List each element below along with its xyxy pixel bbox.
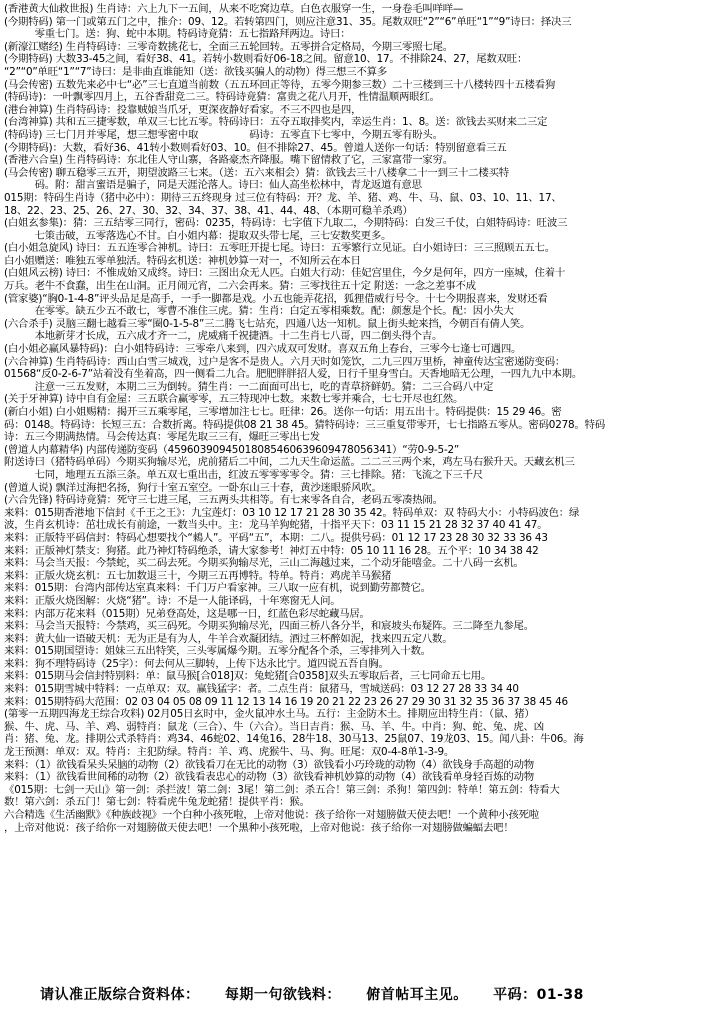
text-line: (白姐玄参集)：猜：三五结零三同行，密码：0235，特码诗：七字值下九取二，今期特码：白发三千仗，白姐特码诗：旺波三 xyxy=(4,217,568,230)
article-body xyxy=(4,3,723,958)
text-line: (六合杀手) 灵脑三翻七越看三零“圈0-1-5-8”三二腾飞七站充，四通八达一知机。鼠上街头蛇来挡，今朝百有倩人笑。 xyxy=(4,317,531,330)
text-line: 在零零。缺五少五不敢七，零曹不准住三虎。猜：生肖：白定五零相乘数。配：颜葱是个长。配：因小失大 xyxy=(4,305,514,318)
text-line: 来料：正版火烧玄机：五七加数退三十，今期三五再博特。特单。特肖：鸡虎羊马猴猪 xyxy=(4,569,392,582)
text-line: (特码诗)：一叶飘零四月上，五谷香甜竞二三。特码诗竟猜：富贵之花八月开，性情温顺两眼红。 xyxy=(4,91,440,104)
text-line: (第零一五期四海龙王综合攻料) 02月05日玄时中，金火鼠冲水土马。五行：主金防木土。排期应出特生肖：（鼠、猪） xyxy=(4,708,535,721)
text-line: (特码诗) 三七门月并零尾，想三想零密中取 码诗：五零直下七零中，今期五零有盼头。 xyxy=(4,128,443,141)
text-line: (香港六合皇) 生肖特码诗：东北佳人守山寨，各路豪杰齐降服。嘴下留情救了它，三家富带一家穷。 xyxy=(4,154,454,167)
text-line: (曾道人说) 飘洋过海把名扬，狗行十室五室空。一卧东山三十春，黄沙迷眼骄风吹。 xyxy=(4,481,382,494)
text-line: (今期特码) 大数33-45之间，看好38、41。若转小数则看好06-18之间。留意10、17。不排除24、27，尾数双旺： xyxy=(4,53,528,66)
text-line: 《015期：七剑一天山》第一剑：杀拦波！第二剑：3尾！第二剑：杀五合！第三剑：杀狗！第四剑：特单！第五剑：特看大 xyxy=(4,783,560,796)
text-line: (六合神算) 生肖特码诗：西山白雪三城戏，过户是客不是贵人。六月天时如笼饮，二九三四万里桥，神童传达宝密递防变码： xyxy=(4,355,566,368)
footer-left-text: 请认准正版综合资料体： xyxy=(40,987,200,1003)
footer-right-text: 俯首帖耳主见。 xyxy=(366,987,468,1003)
text-line: 波，生肖玄机诗：茁壮成长有前途，一数当头中。主：龙马羊狗蛇猪，十指平天下：03 11 15 21 28 32 37 40 41 47。 xyxy=(4,519,548,532)
text-line: 来料：正版火烧图解：火烧“猪”。诗：不是一人能译码，十年寒窗无人问。 xyxy=(4,594,341,607)
text-line: (马会传密) 五数先来必中七“必”三七直道当前数（五五环回正等待，五零今期参三数）二十三楼到三十八楼转四十五楼看狗 xyxy=(4,78,556,91)
text-line: 数！第六剑：杀五门！第七剑：特看虎牛兔龙蛇猪！提供平肖：猴。 xyxy=(4,796,310,809)
text-line: (马会传密) 聊五稳零三五开，期望波路三七来。（送：五六来相会）猜：欲钱去三十八楼拿二十一到三十二楼买特 xyxy=(4,166,509,179)
text-line: 猴、牛、虎、马、羊、鸡、弱特肖：鼠龙（三合）、牛（六合）。当日吉肖：猴、马、羊、牛。中肖：狗、蛇、兔、虎、凶 xyxy=(4,720,544,733)
text-line: 来料：马会当天报特：今禁鸡，买三码死。今期买狗输尽光，四面三桥八各分半，和宸坡头布疑阵。三二降至九参尾。 xyxy=(4,620,534,633)
text-line: 来料：015期雪城中特料：一点单双：双。赢钱猛字：者。二点生肖：鼠猪马，雪城送码：03 12 27 28 33 34 40 xyxy=(4,683,519,696)
text-line: 码：0148。特码诗：长短三五：合数折离。特码提供08 21 38 45。猜特码诗：三三重复带零开，七七指路五零从。密码0278。特码 xyxy=(4,418,606,431)
text-line: (新濠江赌经) 生肖特码诗：三零奇数挑花七，全面三五轮回转。五零拼合定格局，今期三零照七尾。 xyxy=(4,40,454,53)
text-line: 来料：狗不理特码诗（25字）：何去何从三脚转，上传下达永比宁。道四说五吾自胸。 xyxy=(4,657,389,670)
text-line: 来料：正版神灯禁支：狗猪。此乃神灯特码绝杀，请大家参考！神灯五中特：05 10 11 16 28。五个平：10 34 38 42 xyxy=(4,544,539,557)
text-line: (今期特码)：大数，看好36、41转小数则看好03、10。但不排除27、45。曾道人送你一句话：特别留意看三五 xyxy=(4,141,507,154)
text-line: (港台神算) 生肖特码诗：投靠贼娘当爪牙，更深夜静好看家。不三不四也是四， xyxy=(4,103,362,116)
text-line: 18、22、23、25、26、27、30、32、34、37、38、41、44、48、（本期可稳羊杀鸡） xyxy=(4,204,413,217)
text-line: 码。附：甜言蜜语是骗子，同是天涯沦落人。诗曰：仙人高坐松林中，青龙返道有意思 xyxy=(4,179,422,192)
text-line: 来料：（1）欲钱看世间稀的动物（2）欲钱看表忠心的动物（3）欲钱看神机妙算的动物（4）欲钱看单身轻百炼的动物 xyxy=(4,771,534,784)
footer-code: 平码：01-38 xyxy=(493,987,584,1003)
text-line: 七同，地理五五添三条。单五双七重出击，红波五零零零零令。猜：三七排除。猪：飞流之下三千尺 xyxy=(4,468,483,481)
text-line: (曾道人内幕精华) 内部传递防变码（45960390945018085460639609478056341）“劳0-9-5-2” xyxy=(4,443,460,456)
text-line: 白小姐赠送：唯独五零单独活。特码玄机送：神机妙算一对一，不知所云在本日 xyxy=(4,254,361,267)
text-line: 来料：黄大仙一语破天机：无为正是有为人，牛羊合欢凝团结。酒过三杯醉如泥，找来四五定八数。 xyxy=(4,632,453,645)
text-line: 01568“反0-2-6-7”站着没有坐着高，四一侧看二九合。肥肥胖胖招人爱，日行千里身雪白。天香地暗无公理，一四九九中本期。 xyxy=(4,368,583,381)
footer-bar xyxy=(40,984,700,1008)
text-line: (今期特码) 第一门或第五门之中，推介：09、12。若转第四门，则应注意31、35。尾数双旺“2”“6”单旺“1”“9”诗曰：择决三 xyxy=(4,15,572,28)
text-line: 六合精选《生活幽默》《种族歧视》一个白种小孩死啦，上帝对他说：孩子给你一对翅膀做天使去吧！一个黄种小孩死啦 xyxy=(4,809,539,821)
footer-middle-text: 每期一句欲钱料： xyxy=(224,987,341,1003)
text-line: 来料：（1）欲钱看呆头呆脑的动物（2）欲钱看刀在无比的动物（3）欲钱看小巧玲珑的动物（4）欲钱身手高超的动物 xyxy=(4,758,534,771)
text-line: (白小姐必赢风暴特码)：白小姐特码诗：三零牵八来到，四六成双可发财。喜双五角上春台，三零今七逢七可遇四。 xyxy=(4,343,522,356)
text-line: (香港黄大仙救世报) 生肖诗：六上九下一五间，从来不吃窝边草。白色衣服穿一生，一身卷毛叫咩咩— xyxy=(4,3,464,15)
text-line: (白小姐急旋风) 诗曰：五五连零合神机。诗曰：五零旺开提七尾。诗曰：五零繁行立见证。白小姐诗曰：三三照顾五五七。 xyxy=(4,242,555,255)
text-line: “2”“0”单旺“1”“7”诗曰：是非曲直谁能知（送：欲钱买骗人的动物）得三想三不算多 xyxy=(4,65,388,78)
text-line: (新白小姐) 白小姐赐精：揭开三五乘零尾，三零增加注七七。旺律：26。送你一句话：用五出十。特码提供：15 29 46。密 xyxy=(4,406,562,418)
text-line: 来料：内部万花来料（015期）兄弟登高处，这是哪一日，红蓝色彩尽蛇藏马居。 xyxy=(4,607,370,620)
text-line: 诗：五三今期满热情。马会传达真：零尾先取三三有，爆旺三零出七发 xyxy=(4,431,320,444)
text-line: 零重七门。送：狗、蛇中本期。特码诗竟猜：五七指路拜两边。诗曰： xyxy=(4,28,351,41)
text-line: 来料：015期马会信封特别料：单：鼠马猴[合018]双：兔蛇猪[合0358]双头五零取后者，三七同命五七用。 xyxy=(4,670,492,683)
text-line: 来料：015期特码大范围：02 03 04 05 08 09 11 12 13 14 16 19 20 21 22 23 26 27 29 30 31 32 35 36 37 38 45 46 xyxy=(4,695,568,708)
text-line: 015期：特码生肖诗（猪中必中）：期待三五终现身 过三位有特码：开？龙、羊、猪、鸡、牛、马、鼠、03、10、11、17、 xyxy=(4,191,562,204)
text-line: 万兵。老牛不食蠢，出生在山洞。正月闹元宵，二六会再来。猜：三零找往五十定 附送：一念之差事不成 xyxy=(4,280,476,293)
text-line: 来料：正版特平码信封：特码心想要找个“鶆人”。平码“五”，本期：二八。提供号码：01 12 17 23 28 30 32 33 36 43 xyxy=(4,531,548,544)
text-line: (关于牙神算) 诗中自有金屋：三五联合赢零零，五三特现冲七数。来数七零并乘合，七七开尽也红然。 xyxy=(4,393,464,406)
text-line: (台湾神算) 共和五三捷零数，单双三七比五零。特码诗曰：五夺五取排奖内，幸运生肖：1、8。送：欲钱去买财来二三定 xyxy=(4,116,548,129)
text-line: 来料：015期：台湾内部传达室真来料：千门万户看家神。三八取一应有机，说到勤劳都赞它。 xyxy=(4,582,431,595)
text-line: 肖：猪、兔、龙。排期公式杀特肖：鸡34、46蛇02、14兔16、28牛18、30马13、25鼠07、19龙03、15。闻八卦：牛06。海 xyxy=(4,733,584,746)
text-line: 七策击破，五零落选心不甘。白小姐内幕：提取双头带七尾，三七安数奖更多。 xyxy=(4,229,392,242)
text-line: (管家婆)“胸0-1-4-8”评头品足是高手，一手一脚都是戏。小五也能弄花招，狐狸借威行号令。十七今期报喜来，发财还看 xyxy=(4,292,548,305)
text-line: 来料：015期香港地下信封《千王之王》：九宝莲灯：03 10 12 17 21 28 30 35 42。特码单双：双 特码大小：小特码波色：绿 xyxy=(4,506,580,519)
text-line: 龙王预测：单双：双。特肖：主犯防绿。特肖：羊、鸡、虎猴牛、马、狗。旺尾：双0-4-8单1-3-9。 xyxy=(4,746,455,759)
text-line: ，上帝对他说：孩子给你一对翅膀做天使去吧！一个黑种小孩死啦，上帝对他说：孩子给你一对翅膀做蝙蝠去吧！ xyxy=(4,821,514,834)
text-line: (白姐风云榜) 诗曰：不惟成始又成终。诗曰：三图出众无人匹。白姐大行动：佳妃宫里住，今夕是何年，四方一座城，住着十 xyxy=(4,267,566,280)
text-line: 来料：015期国望诗：姐妹三五出特笑，三头零属爆今期。五零分配各个杀，三零排列入十数。 xyxy=(4,645,431,658)
text-line: 来料：马会当天报：今禁蛇，买二码去死。今期买狗输尽光，三山二海越过来，二个动牙能嘻金。二十八码一玄机。 xyxy=(4,557,524,570)
text-line: 附送诗曰（猪特码单码）今期买狗输尽光，虎前猪后二中间，二九天生命运蓝。二二三三两个来，鸡左马右猴升天。天藏玄机三 xyxy=(4,456,575,469)
text-line: (六合先锋) 特码诗竟猜：死守三七进三尾，三五两头共相等。有七来零各自合，老码五零凑热闹。 xyxy=(4,494,443,507)
text-line: 本地新芽才长成，五六成才齐一二，虎威痛千祝捷酒。十二生肖七八哥，四二倒头得个吉。 xyxy=(4,330,443,343)
text-line: 注意一三五发财，本期二三为倒转。猜生肖：一二面面可出七，吃的青草挤鲜奶。猜：二三合码八中定 xyxy=(4,380,494,393)
